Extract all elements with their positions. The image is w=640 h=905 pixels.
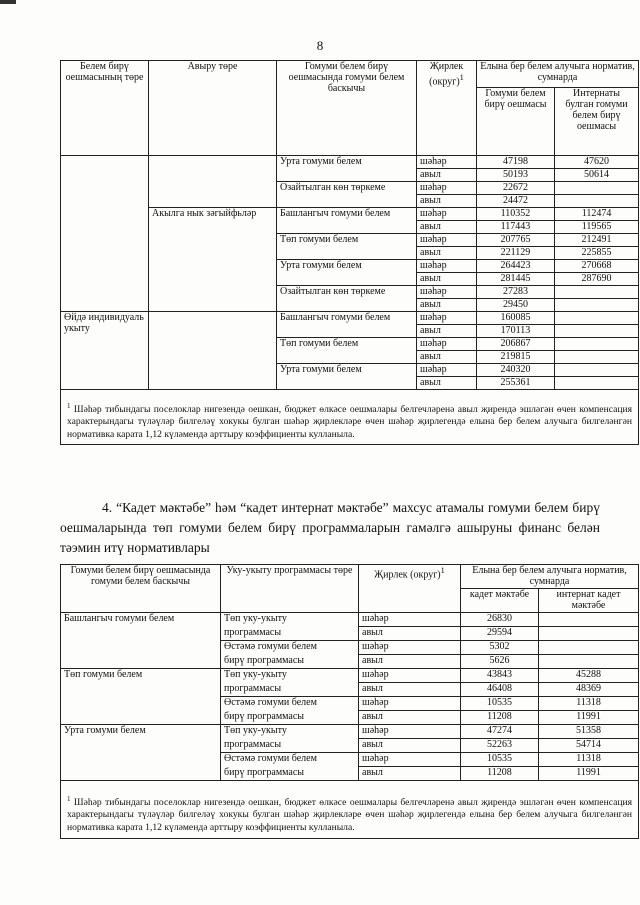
norm-general-cell: 207765 — [477, 234, 555, 247]
norm-boarding-cadet-cell — [539, 641, 639, 655]
norm-general-cell: 47198 — [477, 156, 555, 169]
norm-boarding-cadet-cell: 11318 — [539, 697, 639, 711]
header2-education-level: Гомуми белем бирү оешмасында гомуми белем баскычы — [61, 565, 221, 613]
education-level-cell: Урта гомуми белем — [277, 364, 417, 390]
settlement-cell: шәһәр — [359, 669, 461, 683]
norm-general-cell: 264423 — [477, 260, 555, 273]
education-level-cell: Башлангыч гомуми белем — [61, 613, 221, 669]
header-boarding-school: Интернаты булган гомуми белем бирү оешмасы — [555, 88, 639, 156]
table-row — [61, 725, 639, 739]
norm-boarding-cell — [555, 351, 639, 364]
norm-general-cell: 160085 — [477, 312, 555, 325]
header-general-school: Гомуми белем бирү оешмасы — [477, 88, 555, 156]
education-level-cell: Урта гомуми белем — [277, 260, 417, 286]
norm-boarding-cadet-cell — [539, 627, 639, 641]
settlement-cell: шәһәр — [417, 312, 477, 325]
institution-type-cell-home: Өйдә индивидуаль укыту — [61, 312, 149, 390]
norm-general-cell: 219815 — [477, 351, 555, 364]
norm-boarding-cadet-cell — [539, 655, 639, 669]
norm-general-cell: 24472 — [477, 195, 555, 208]
program-type-cell: Төп уку-укыту — [221, 725, 359, 739]
norm-cadet-cell: 11208 — [461, 767, 539, 781]
norm-general-cell: 29450 — [477, 299, 555, 312]
norm-general-cell: 50193 — [477, 169, 555, 182]
norm-boarding-cell: 270668 — [555, 260, 639, 273]
settlement-cell: шәһәр — [417, 260, 477, 273]
norm-cadet-cell: 26830 — [461, 613, 539, 627]
settlement-cell: авыл — [359, 739, 461, 753]
norm-boarding-cell — [555, 195, 639, 208]
norm-boarding-cell — [555, 325, 639, 338]
settlement-cell: авыл — [359, 683, 461, 697]
settlement-cell: шәһәр — [359, 725, 461, 739]
table-row — [61, 669, 639, 683]
program-type-cell: Өстәмә гомуми белем — [221, 753, 359, 767]
settlement-cell: шәһәр — [417, 286, 477, 299]
settlement-cell: авыл — [417, 377, 477, 390]
header2-norm: Елына бер белем алучыга норматив, сумнарда — [461, 565, 639, 589]
norm-general-cell: 221129 — [477, 247, 555, 260]
norm-general-cell: 170113 — [477, 325, 555, 338]
program-type-cell: программасы — [221, 739, 359, 753]
settlement-cell: шәһәр — [417, 208, 477, 221]
header-institution-type: Белем бирү оешмасының төре — [61, 61, 149, 156]
disease-type-cell: Акылга нык зәгыйфьләр — [149, 208, 277, 312]
norm-general-cell: 281445 — [477, 273, 555, 286]
education-level-cell: Төп гомуми белем — [277, 234, 417, 260]
education-level-cell: Урта гомуми белем — [61, 725, 221, 781]
table1-footnote: $^1$ Шәһәр тибындагы поселоклар нигезендә оешкан, бюджет өлкәсе оешмалары белгечләренә авыл җирендә эшләгән өчен компенсация характерындагы түләүләр билгеләү хокукы булган шәһәр җирлекләре өчен шәһәр җирлегендә елына бер белем алучыга билгеләнгән нормативка карата 1,12 күләмендә арттыру коэффициенты кулланыла. — [61, 398, 639, 445]
settlement-cell: авыл — [417, 169, 477, 182]
norm-cadet-cell: 43843 — [461, 669, 539, 683]
education-level-cell: Башлангыч гомуми белем — [277, 208, 417, 234]
norm-boarding-cadet-cell: 54714 — [539, 739, 639, 753]
program-type-cell: бирү программасы — [221, 655, 359, 669]
disease-type-cell-empty — [149, 156, 277, 208]
norm-boarding-cell: 287690 — [555, 273, 639, 286]
settlement-cell: шәһәр — [359, 753, 461, 767]
header-education-level: Гомуми белем бирү оешмасында гомуми белем баскычы — [277, 61, 417, 156]
norm-cadet-cell: 5302 — [461, 641, 539, 655]
norm-boarding-cell — [555, 182, 639, 195]
disease-type-cell-empty — [149, 312, 277, 390]
norm-boarding-cell — [555, 338, 639, 351]
norm-boarding-cadet-cell — [539, 613, 639, 627]
education-level-cell: Озайтылган көн төркеме — [277, 286, 417, 312]
norm-boarding-cell — [555, 364, 639, 377]
program-type-cell: Өстәмә гомуми белем — [221, 697, 359, 711]
program-type-cell: Төп уку-укыту — [221, 669, 359, 683]
settlement-cell: авыл — [359, 627, 461, 641]
norm-boarding-cadet-cell: 11991 — [539, 767, 639, 781]
program-type-cell: бирү программасы — [221, 767, 359, 781]
norm-boarding-cell — [555, 377, 639, 390]
header2-cadet-school: кадет мәктәбе — [461, 589, 539, 613]
header-disease-type: Авыру төре — [149, 61, 277, 156]
program-type-cell: программасы — [221, 627, 359, 641]
settlement-cell: шәһәр — [417, 234, 477, 247]
norm-general-cell: 110352 — [477, 208, 555, 221]
header2-settlement: Җирлек (округ)$^1$ — [359, 565, 461, 613]
norm-cadet-cell: 11208 — [461, 711, 539, 725]
page-number: 8 — [316, 38, 324, 53]
norm-cadet-cell: 5626 — [461, 655, 539, 669]
settlement-cell: авыл — [417, 351, 477, 364]
table-row — [61, 312, 639, 325]
header-norm: Елына бер белем алучыга норматив, сумнарда — [477, 61, 639, 88]
norm-general-cell: 27283 — [477, 286, 555, 299]
scan-artifact — [0, 0, 16, 4]
norm-boarding-cell: 47620 — [555, 156, 639, 169]
education-level-cell: Озайтылган көн төркеме — [277, 182, 417, 208]
norm-boarding-cell — [555, 312, 639, 325]
settlement-cell: шәһәр — [359, 613, 461, 627]
settlement-cell: шәһәр — [417, 338, 477, 351]
table2-footnote: $^1$ Шәһәр тибындагы поселоклар нигезендә оешкан, бюджет өлкәсе оешмалары белгечләренә авыл җирендә эшләгән өчен компенсация характерындагы түләүләр билгеләү хокукы булган шәһәр җирлекләре өчен шәһәр җирлегендә елына бер белем алучыга билгеләнгән нормативка карата 1,12 күләмендә арттыру коэффициенты кулланыла. — [61, 791, 639, 839]
settlement-cell: шәһәр — [417, 364, 477, 377]
education-level-cell: Төп гомуми белем — [61, 669, 221, 725]
norm-boarding-cell: 119565 — [555, 221, 639, 234]
institution-type-cell-special — [61, 156, 149, 312]
norm-boarding-cadet-cell: 48369 — [539, 683, 639, 697]
education-level-cell: Башлангыч гомуми белем — [277, 312, 417, 338]
norm-boarding-cell: 50614 — [555, 169, 639, 182]
program-type-cell: Өстәмә гомуми белем — [221, 641, 359, 655]
education-level-cell: Урта гомуми белем — [277, 156, 417, 182]
settlement-cell: шәһәр — [359, 697, 461, 711]
norm-general-cell: 206867 — [477, 338, 555, 351]
settlement-cell: авыл — [359, 767, 461, 781]
norm-boarding-cadet-cell: 51358 — [539, 725, 639, 739]
norm-cadet-cell: 47274 — [461, 725, 539, 739]
table-row — [61, 613, 639, 627]
norm-boarding-cell: 212491 — [555, 234, 639, 247]
program-type-cell: Төп уку-укыту — [221, 613, 359, 627]
education-level-cell: Төп гомуми белем — [277, 338, 417, 364]
norm-general-cell: 240320 — [477, 364, 555, 377]
settlement-cell: авыл — [417, 247, 477, 260]
norm-boarding-cell — [555, 286, 639, 299]
settlement-cell: авыл — [417, 273, 477, 286]
norm-boarding-cell: 225855 — [555, 247, 639, 260]
norm-boarding-cadet-cell: 11318 — [539, 753, 639, 767]
settlement-cell: шәһәр — [417, 182, 477, 195]
norm-cadet-cell: 46408 — [461, 683, 539, 697]
norms-table-2 — [60, 564, 639, 839]
settlement-cell: авыл — [417, 325, 477, 338]
program-type-cell: программасы — [221, 683, 359, 697]
norm-cadet-cell: 29594 — [461, 627, 539, 641]
settlement-cell: авыл — [417, 221, 477, 234]
norm-general-cell: 255361 — [477, 377, 555, 390]
norm-general-cell: 117443 — [477, 221, 555, 234]
settlement-cell: авыл — [359, 655, 461, 669]
norm-boarding-cell — [555, 299, 639, 312]
norm-cadet-cell: 10535 — [461, 753, 539, 767]
settlement-cell: авыл — [359, 711, 461, 725]
settlement-cell: авыл — [417, 195, 477, 208]
norm-cadet-cell: 52263 — [461, 739, 539, 753]
settlement-cell: шәһәр — [417, 156, 477, 169]
header2-program-type: Уку-укыту программасы төре — [221, 565, 359, 613]
norms-table-1 — [60, 60, 639, 445]
norm-cadet-cell: 10535 — [461, 697, 539, 711]
norm-boarding-cadet-cell: 45288 — [539, 669, 639, 683]
norm-general-cell: 22672 — [477, 182, 555, 195]
settlement-cell: авыл — [417, 299, 477, 312]
settlement-cell: шәһәр — [359, 641, 461, 655]
program-type-cell: бирү программасы — [221, 711, 359, 725]
header-settlement: Җирлек (округ)$^1$ — [417, 61, 477, 156]
header2-boarding-cadet-school: интернат кадет мәктәбе — [539, 589, 639, 613]
norm-boarding-cadet-cell: 11991 — [539, 711, 639, 725]
section-heading: 4. “Кадет мәктәбе” һәм “кадет интернат мәктәбе” махсус атамалы гомуми белем бирү оешмаларында төп гомуми белем бирү программаларын гамәлгә ашыруны финанс белән тәэмин итү нормативлары — [60, 500, 600, 555]
norm-boarding-cell: 112474 — [555, 208, 639, 221]
table-row — [61, 156, 639, 169]
